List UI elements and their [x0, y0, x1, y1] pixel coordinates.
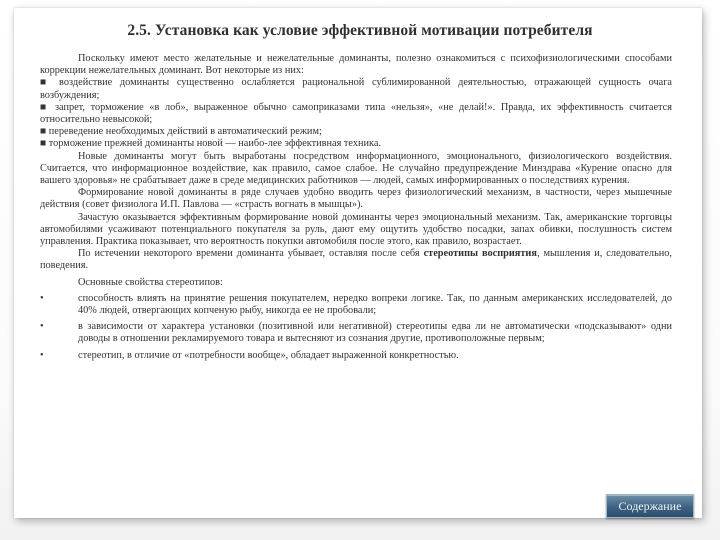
bullet-marker: •	[40, 349, 44, 361]
paragraph-physiological: Формирование новой доминанты в ряде случаев удобно вводить через физиологический механизм, в частности, через мышечные действия (совет физиолога И.П. Павлова — «страсть вогнать в мышцы»).	[40, 187, 672, 211]
contents-button[interactable]: Содержание	[606, 494, 694, 518]
page-title: 2.5. Установка как условие эффективной мотивации потребителя	[127, 22, 593, 39]
bullet-marker: •	[40, 292, 44, 304]
paragraph-new-dominants: Новые доминанты могут быть выработаны посредством информационного, эмоционального, физиологического воздействия. Считается, что информационное воздействие, как правило, самое слабое. Не случайно предупреждение Минздрава «Курение опасно для вашего здоровья» не срабатывает даже в среде медицинских работников — людей, самых информированных о последствиях курения.	[40, 150, 672, 187]
list-item-sublimation: ■ воздействие доминанты существенно ослабляется рациональной сублимированной деятельностью, отражающей сущность очага возбуждения;	[40, 77, 672, 101]
paragraph-stereotypes	[40, 248, 672, 272]
bullet-item	[40, 350, 672, 362]
bullet-text: стереотип, в отличие от «потребности вообще», обладает выраженной конкретностью.	[78, 349, 459, 361]
paragraph-properties-heading: Основные свойства стереотипов:	[78, 276, 223, 288]
document-body	[40, 53, 672, 362]
paragraph-emotional: Зачастую оказывается эффективным формирование новой доминанты через эмоциональный механизм. Так, американские торговцы автомобилями усаживают потенциального покупателя за руль, дают ему ощутить удобство посадки, запах обивки, послушность систем управления. Практика показывает, что вероятность покупки автомобиля после этого, как правило, возрастает.	[40, 211, 672, 248]
bullet-marker: •	[40, 321, 44, 333]
stereotypes-text-start: По истечении некоторого времени доминанта убывает, оставляя после себя	[78, 248, 424, 260]
list-item-inhibition: ■ торможение прежней доминанты новой — наибо-лее эффективная техника.	[40, 138, 381, 150]
bullet-item	[40, 293, 672, 317]
paragraph-intro: Поскольку имеют место желательные и нежелательные доминанты, полезно ознакомиться с психофизиологическими способами коррекции нежелательных доминант. Вот некоторые из них:	[40, 53, 672, 77]
list-item-automation: ■ переведение необходимых действий в автоматический режим;	[40, 126, 322, 138]
bullet-text: в зависимости от характера установки (позитивной или негативной) стереотипы едва ли не автоматически «подсказывают» одни доводы в отношении рекламируемого товара и вытесняют из сознания другие, противоположные первым;	[78, 321, 672, 345]
bullet-text: способность влиять на принятие решения покупателем, нередко вопреки логике. Так, по данным американских исследователей, до 40% людей, отвергающих копченую рыбу, никогда ее не пробовали;	[78, 292, 672, 317]
bullet-item	[40, 321, 672, 345]
list-item-prohibition: ■ запрет, торможение «в лоб», выраженное обычно самоприказами типа «нельзя», «не делай!». Правда, их эффективность считается относительно невысокой;	[40, 101, 672, 126]
stereotypes-term: стереотипы восприятия	[423, 248, 537, 260]
stereotypes-text-end: , мышления и, следовательно, поведения.	[40, 248, 673, 272]
